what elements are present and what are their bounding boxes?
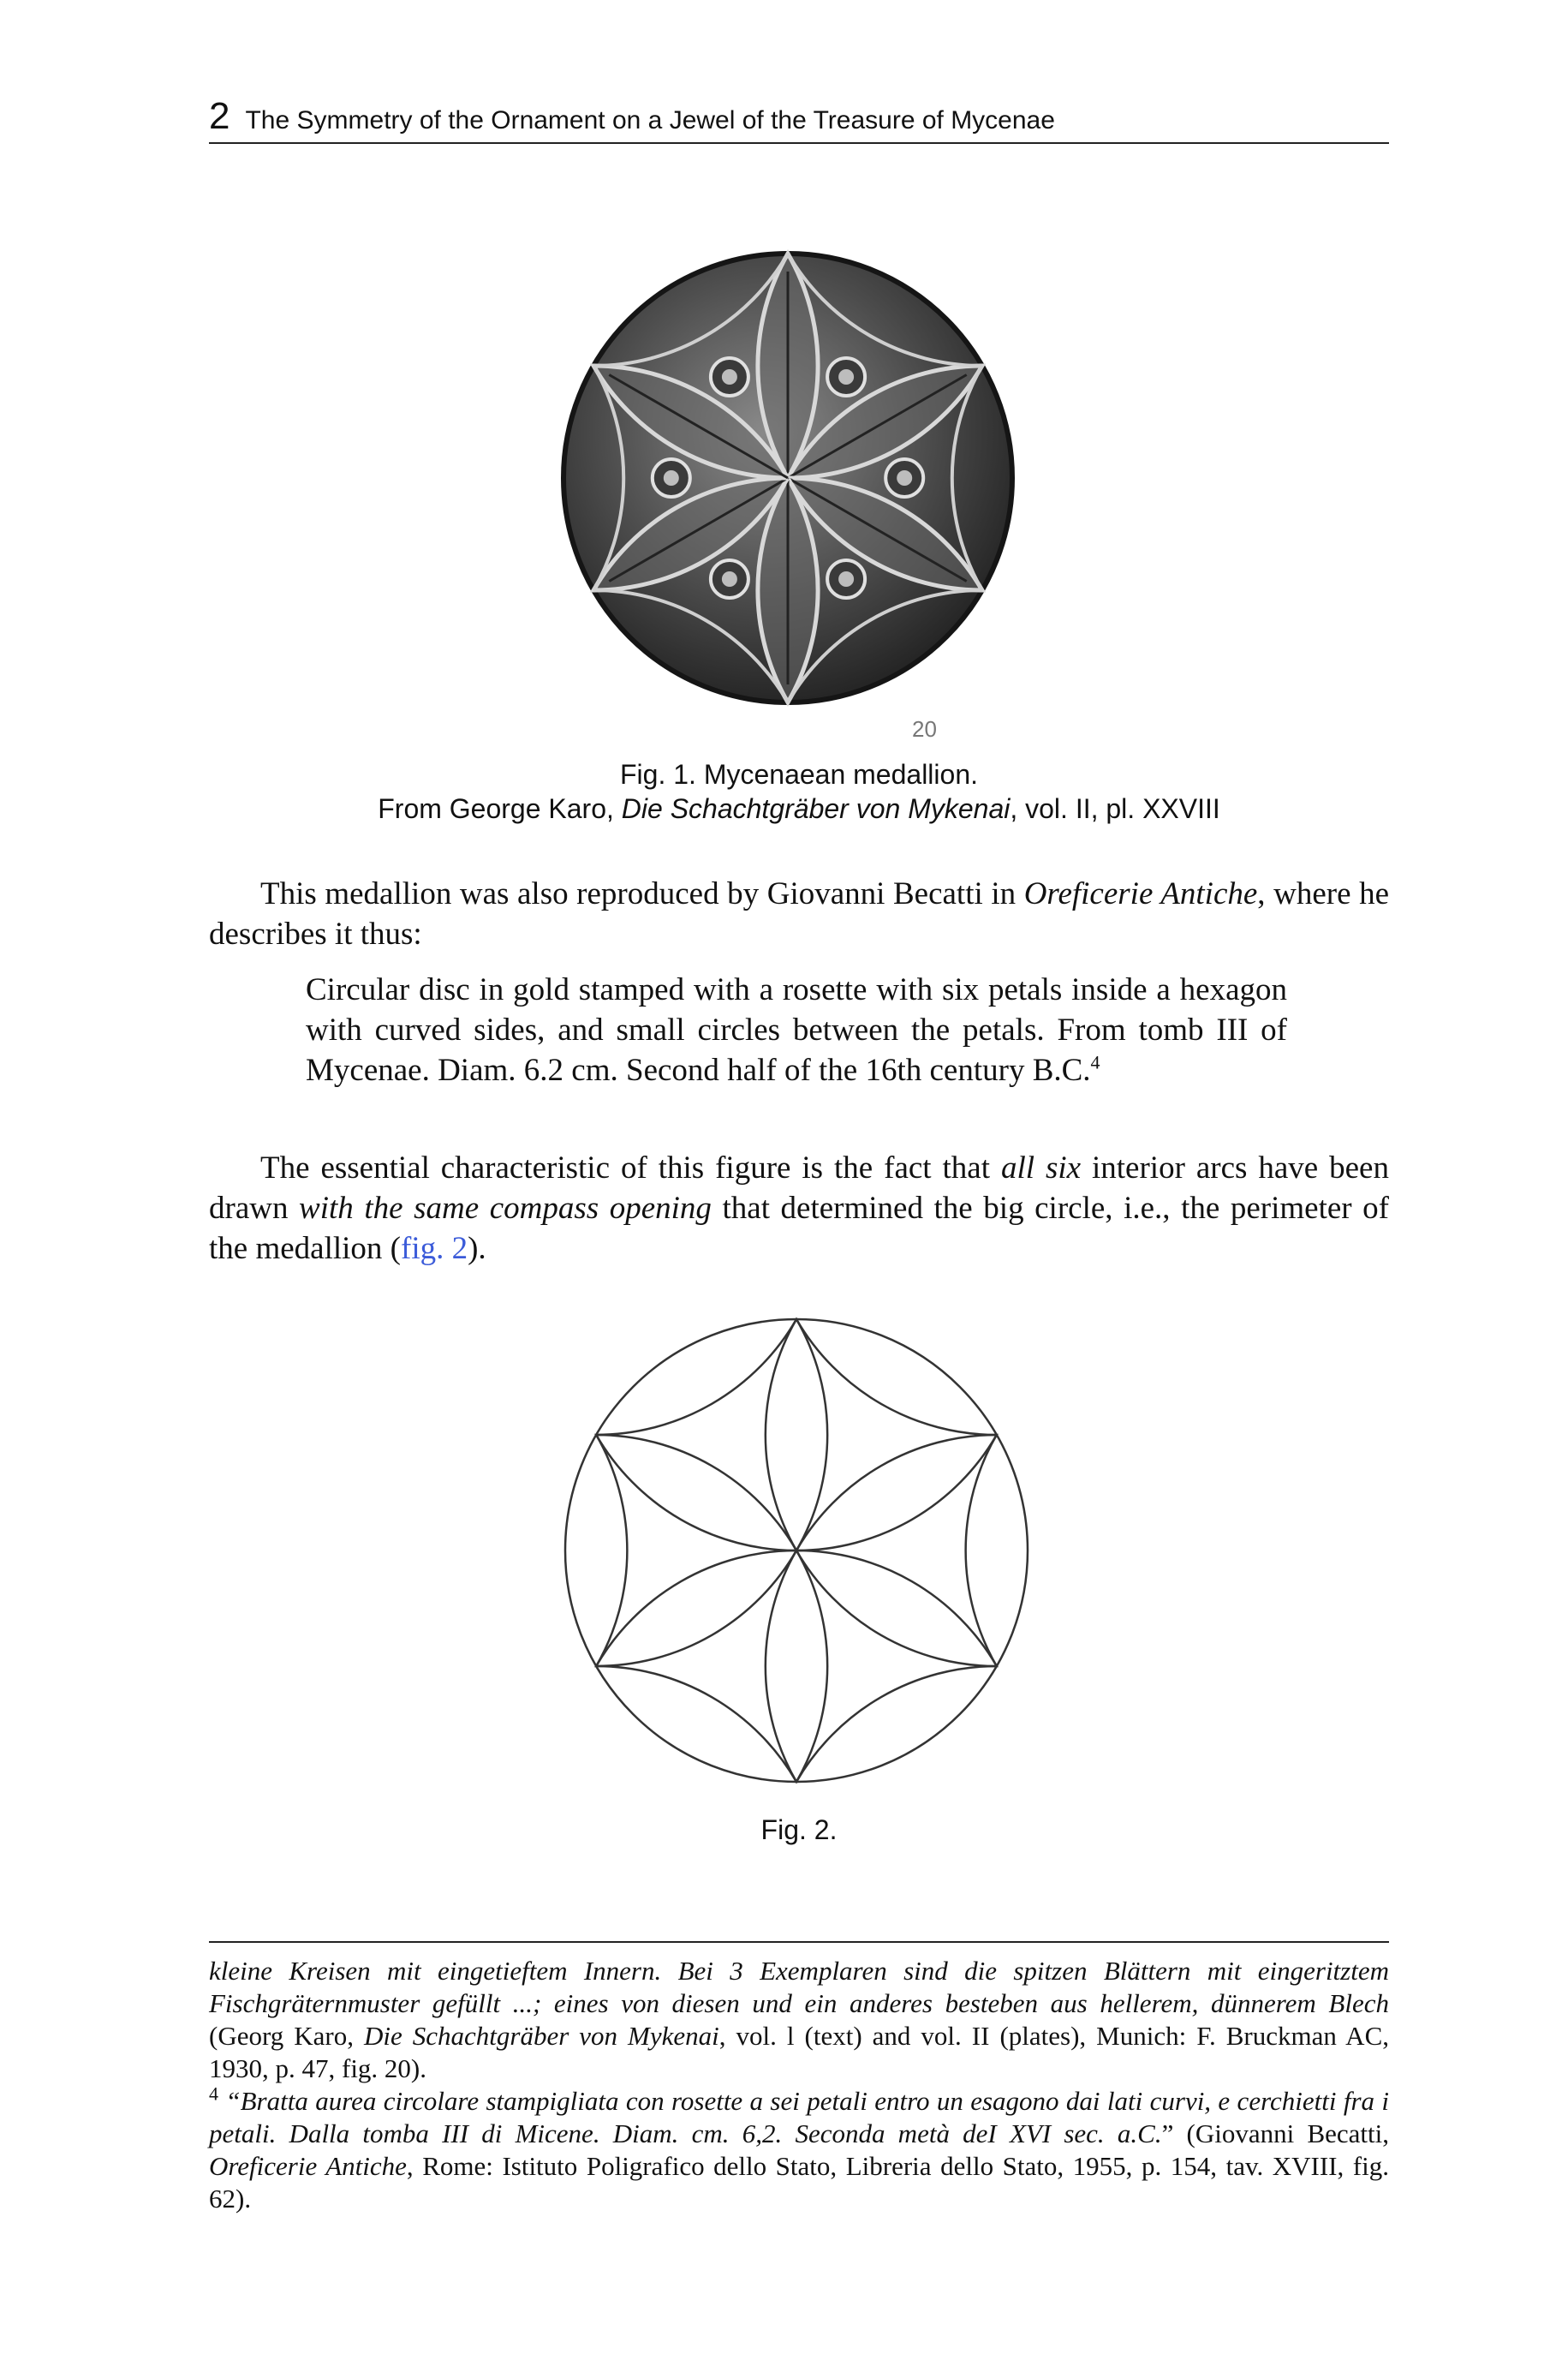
medallion-image bbox=[548, 221, 1028, 747]
page-number: 2 bbox=[209, 95, 230, 137]
figure1-caption-title: Die Schachtgräber von Mykenai bbox=[621, 793, 1011, 824]
construction-petal-arc bbox=[766, 1550, 827, 1782]
block-quote bbox=[306, 970, 1287, 1090]
footnote-3-text-a: (Georg Karo, bbox=[209, 2021, 364, 2051]
medallion-small-circle-center bbox=[838, 369, 854, 385]
footnote-4-italic: “Bratta aurea circolare stampigliata con rosette a sei petali entro un esagono dai lati curvi, e cerchietti fra i petali. Dalla tomba III di Micene. Diam. cm. 6,2. Seconda metà deI XVI sec. a.C. bbox=[209, 2086, 1389, 2148]
construction-petal-arc bbox=[766, 1319, 827, 1550]
footnote-4 bbox=[209, 2082, 1389, 2215]
footnote-4-number: 4 bbox=[209, 2082, 218, 2105]
paragraph-2-text-c: that determined the big circle, i.e., the perimeter of the medallion ( bbox=[209, 1191, 1390, 1266]
footnote-3-title: Die Schachtgräber von Mykenai bbox=[363, 2021, 719, 2051]
figure2-link[interactable]: fig. 2 bbox=[401, 1231, 468, 1266]
compass-construction-diagram bbox=[557, 1311, 1036, 1790]
figure1-caption-line1: Fig. 1. Mycenaean medallion. bbox=[620, 759, 978, 790]
paragraph-1 bbox=[209, 874, 1389, 954]
footnotes bbox=[209, 1955, 1389, 2215]
paragraph-1-text-b: , where he describes it thus: bbox=[209, 876, 1389, 952]
paragraph-2 bbox=[209, 1148, 1389, 1269]
running-title: The Symmetry of the Ornament on a Jewel of the Treasure of Mycenae bbox=[245, 106, 1055, 134]
figure1-caption-from: From George Karo, bbox=[378, 793, 622, 824]
medallion-small-circle-center bbox=[838, 571, 854, 587]
medallion-small-circle-center bbox=[722, 369, 737, 385]
construction-hexagon-arc bbox=[596, 1435, 627, 1666]
figure1-plate-label: 20 bbox=[912, 716, 937, 742]
block-quote-text: Circular disc in gold stamped with a rosette with six petals inside a hexagon with curved sides, and small circles between the petals. From tomb III of Mycenae. Diam. 6.2 cm. Second half of the 16th century B.C. bbox=[306, 972, 1287, 1088]
paragraph-1-text-a: This medallion was also reproduced by Giovanni Becatti in bbox=[260, 876, 1024, 911]
footnote-4-title: Oreficerie Antiche bbox=[209, 2151, 407, 2181]
paragraph-2-text-a: The essential characteristic of this figure is the fact that bbox=[260, 1150, 1001, 1186]
medallion-small-circle-center bbox=[897, 470, 912, 486]
paragraph-2-emphasis-2: with the same compass opening bbox=[299, 1191, 712, 1226]
medallion-small-circle-center bbox=[664, 470, 679, 486]
construction-hexagon-arc bbox=[966, 1435, 997, 1666]
paragraph-1-title: Oreficerie Antiche bbox=[1023, 876, 1258, 911]
footnote-ref-4[interactable]: 4 bbox=[1090, 1051, 1100, 1073]
figure1-caption-line2 bbox=[209, 792, 1389, 826]
medallion-small-circle-center bbox=[722, 571, 737, 587]
paragraph-2-text-d: ). bbox=[468, 1231, 486, 1266]
footnote-3-continued bbox=[209, 1955, 1389, 2085]
footnote-3-italic: kleine Kreisen mit eingetieftem Innern. Bei 3 Exemplaren sind die spitzen Blättern mit eingeritztem Fischgräternmuster gefüllt ...; eines von diesen und ein anderes besteben aus hellerem, dünnerem Blech bbox=[209, 1956, 1389, 2018]
footnote-rule bbox=[209, 1941, 1389, 1943]
paragraph-2-text-b: interior arcs have been drawn bbox=[209, 1150, 1389, 1226]
figure1-caption-rest: , vol. II, pl. XXVIII bbox=[1010, 793, 1220, 824]
footnote-3-text-b: , vol. l (text) and vol. II (plates), Munich: F. Bruckman AC, 1930, p. 47, fig. 20). bbox=[209, 2021, 1389, 2083]
running-head bbox=[209, 96, 1389, 144]
footnote-4-text-a: ” (Giovanni Becatti, bbox=[1161, 2118, 1389, 2148]
footnote-4-text-b: , Rome: Istituto Poligrafico dello Stato, Libreria dello Stato, 1955, p. 154, tav. XVIII, fig. 62). bbox=[209, 2151, 1389, 2214]
paragraph-2-emphasis-1: all six bbox=[1000, 1150, 1082, 1186]
figure2-caption: Fig. 2. bbox=[760, 1814, 838, 1845]
